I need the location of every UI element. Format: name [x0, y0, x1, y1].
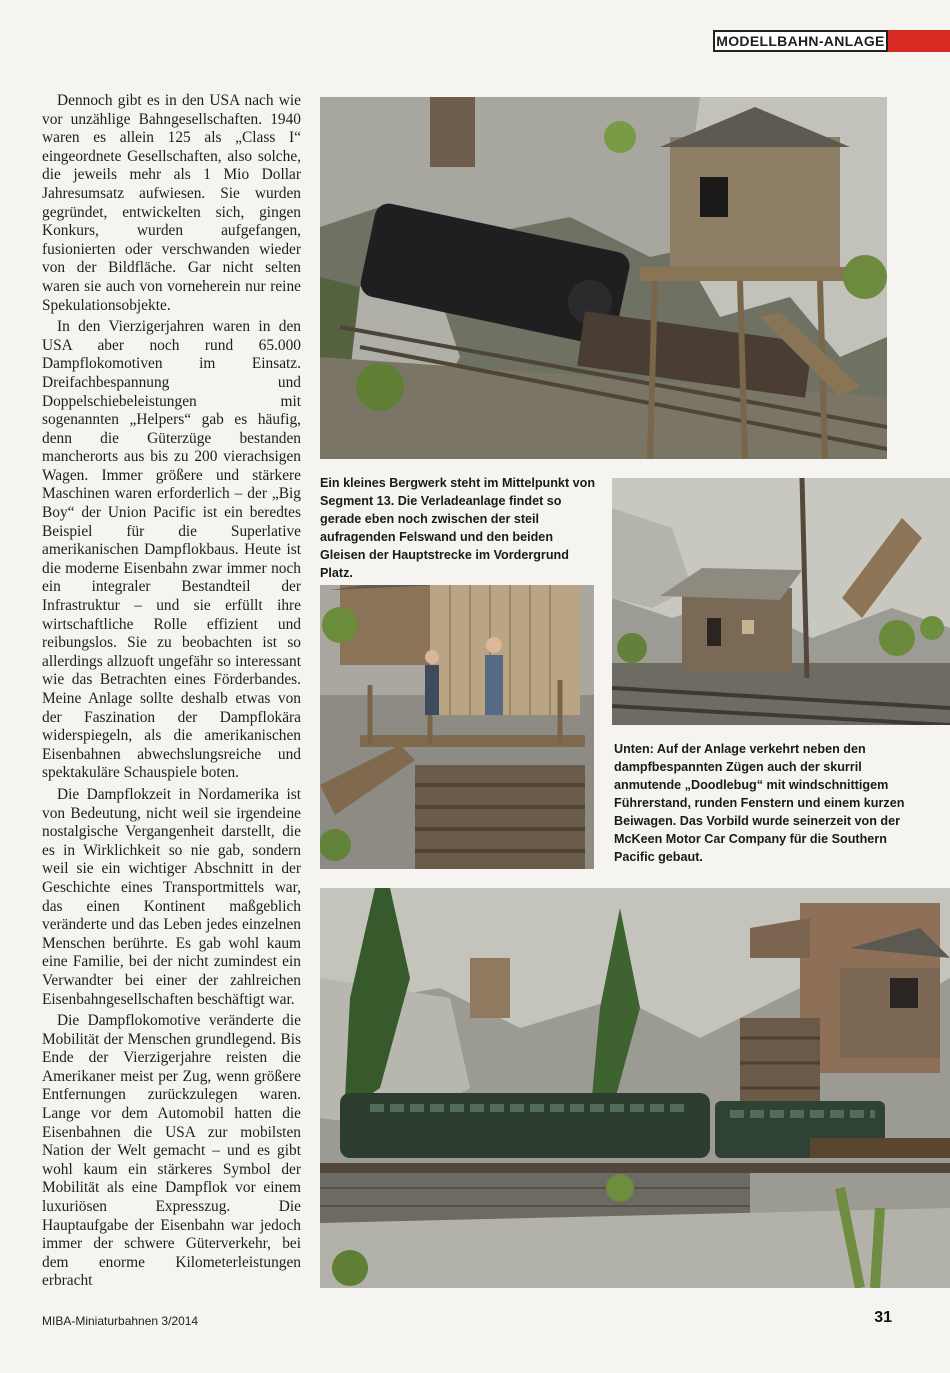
footer-publication: MIBA-Miniaturbahnen 3/2014: [42, 1314, 199, 1328]
caption-top: Ein kleines Bergwerk steht im Mittelpunkt von Segment 13. Die Verladeanlage findet so gerade eben noch zwischen der steil aufragenden Felswand und den beiden Gleisen der Hauptstrecke im Vordergrund Platz.: [320, 476, 596, 580]
article-paragraph: Die Dampflokomotive veränderte die Mobilität der Menschen grundlegend. Bis Ende der Vierzigerjahre reisten die Amerikaner meist per Zug, wenn größere Entfernungen zurückzulegen waren. Lange vor dem Automobil hatten die Eisenbahnen die USA zur mobilsten Nation der Welt gemacht – und es gibt wohl kaum ein stärkeres Symbol der Mobilität als eine Dampflok vor einem luxuriösen Expresszug. Die Hauptaufgabe der Eisenbahn war jedoch immer der schwere Güterverkehr, bei dem enorme Kilometerleistungen erbracht: [42, 1012, 301, 1290]
article-paragraph: Dennoch gibt es in den USA nach wie vor unzählige Bahngesellschaften. 1940 waren es allein 125 als „Class I“ eingeordnete Gesellschaften, also solche, die jeweils mehr als 1 Mio Dollar Jahresumsatz aufwiesen. Sie wurden gegründet, entwickelten sich, gingen Konkurs, wurden aufgefangen, fusionierten oder verschwanden wieder von der Bildfläche. Gar nicht selten waren sie auch von vorneherein nur reine Spekulationsobjekte.: [42, 92, 301, 314]
page-number: 31: [874, 1309, 892, 1326]
photo-mine-shack: [612, 478, 950, 725]
photo-locomotive-mine: [320, 97, 887, 459]
photo-doodlebug-railcar: [320, 888, 950, 1288]
article-paragraph: In den Vierzigerjahren waren in den USA aber noch rund 65.000 Dampflokomotiven im Einsatz. Dreifachbespannung und Doppelschiebeleistungen mit sogenannten „Helpers“ gab es häufig, denn die Güterzüge bestanden mancherorts aus bis zu 200 vierachsigen Wagen. Immer größere und stärkere Maschinen waren erforderlich – der „Big Boy“ der Union Pacific ist ein beredtes Beispiel für die Superlative amerikanischen Dampflokbaus. Heute ist die moderne Eisenbahn zwar immer noch ein integraler Bestandteil der Infrastruktur – und sie erfüllt ihre wirtschaftliche Rolle effizient und reibungslos. Sie zu beobachten ist so allerdings allzuoft ungefähr so interessant wie das Betrachten eines Förderbandes. Meine Anlage sollte deshalb etwas von der Faszination der Dampflokära widerspiegeln, als die amerikanischen Eisenbahnen abwechslungsreiche und spektakuläre Schauspiele boten.: [42, 318, 301, 782]
section-accent-bar: [888, 30, 950, 52]
photo-loading-platform: [320, 585, 594, 869]
section-tag: [713, 30, 950, 52]
article-body: [42, 92, 301, 1294]
caption-bottom: Unten: Auf der Anlage verkehrt neben den dampfbespannten Zügen auch der skurril anmutende „Doodlebug“ mit windschnittigem Führerstand, runden Fenstern und einem kurzen Beiwagen. Das Vorbild wurde seinerzeit von der McKeen Motor Car Company für die Southern Pacific gebaut.: [614, 742, 905, 864]
section-label: MODELLBAHN-ANLAGE: [713, 30, 888, 52]
article-paragraph: Die Dampflokzeit in Nordamerika ist von Bedeutung, nicht weil sie irgendeine nostalgische Vergangenheit darstellt, die es in Wirklichkeit so nie gab, sondern weil sie ein wichtiger Abschnitt in der Geschichte eines Transportmittels war, das einen Kontinent maßgeblich veränderte und das Leben jedes einzelnen Menschen berührte. Es gab wohl kaum eine Familie, bei der nicht zumindest ein Verwandter bei einer der zahlreichen Eisenbahngesellschaften beschäftigt war.: [42, 785, 301, 1008]
